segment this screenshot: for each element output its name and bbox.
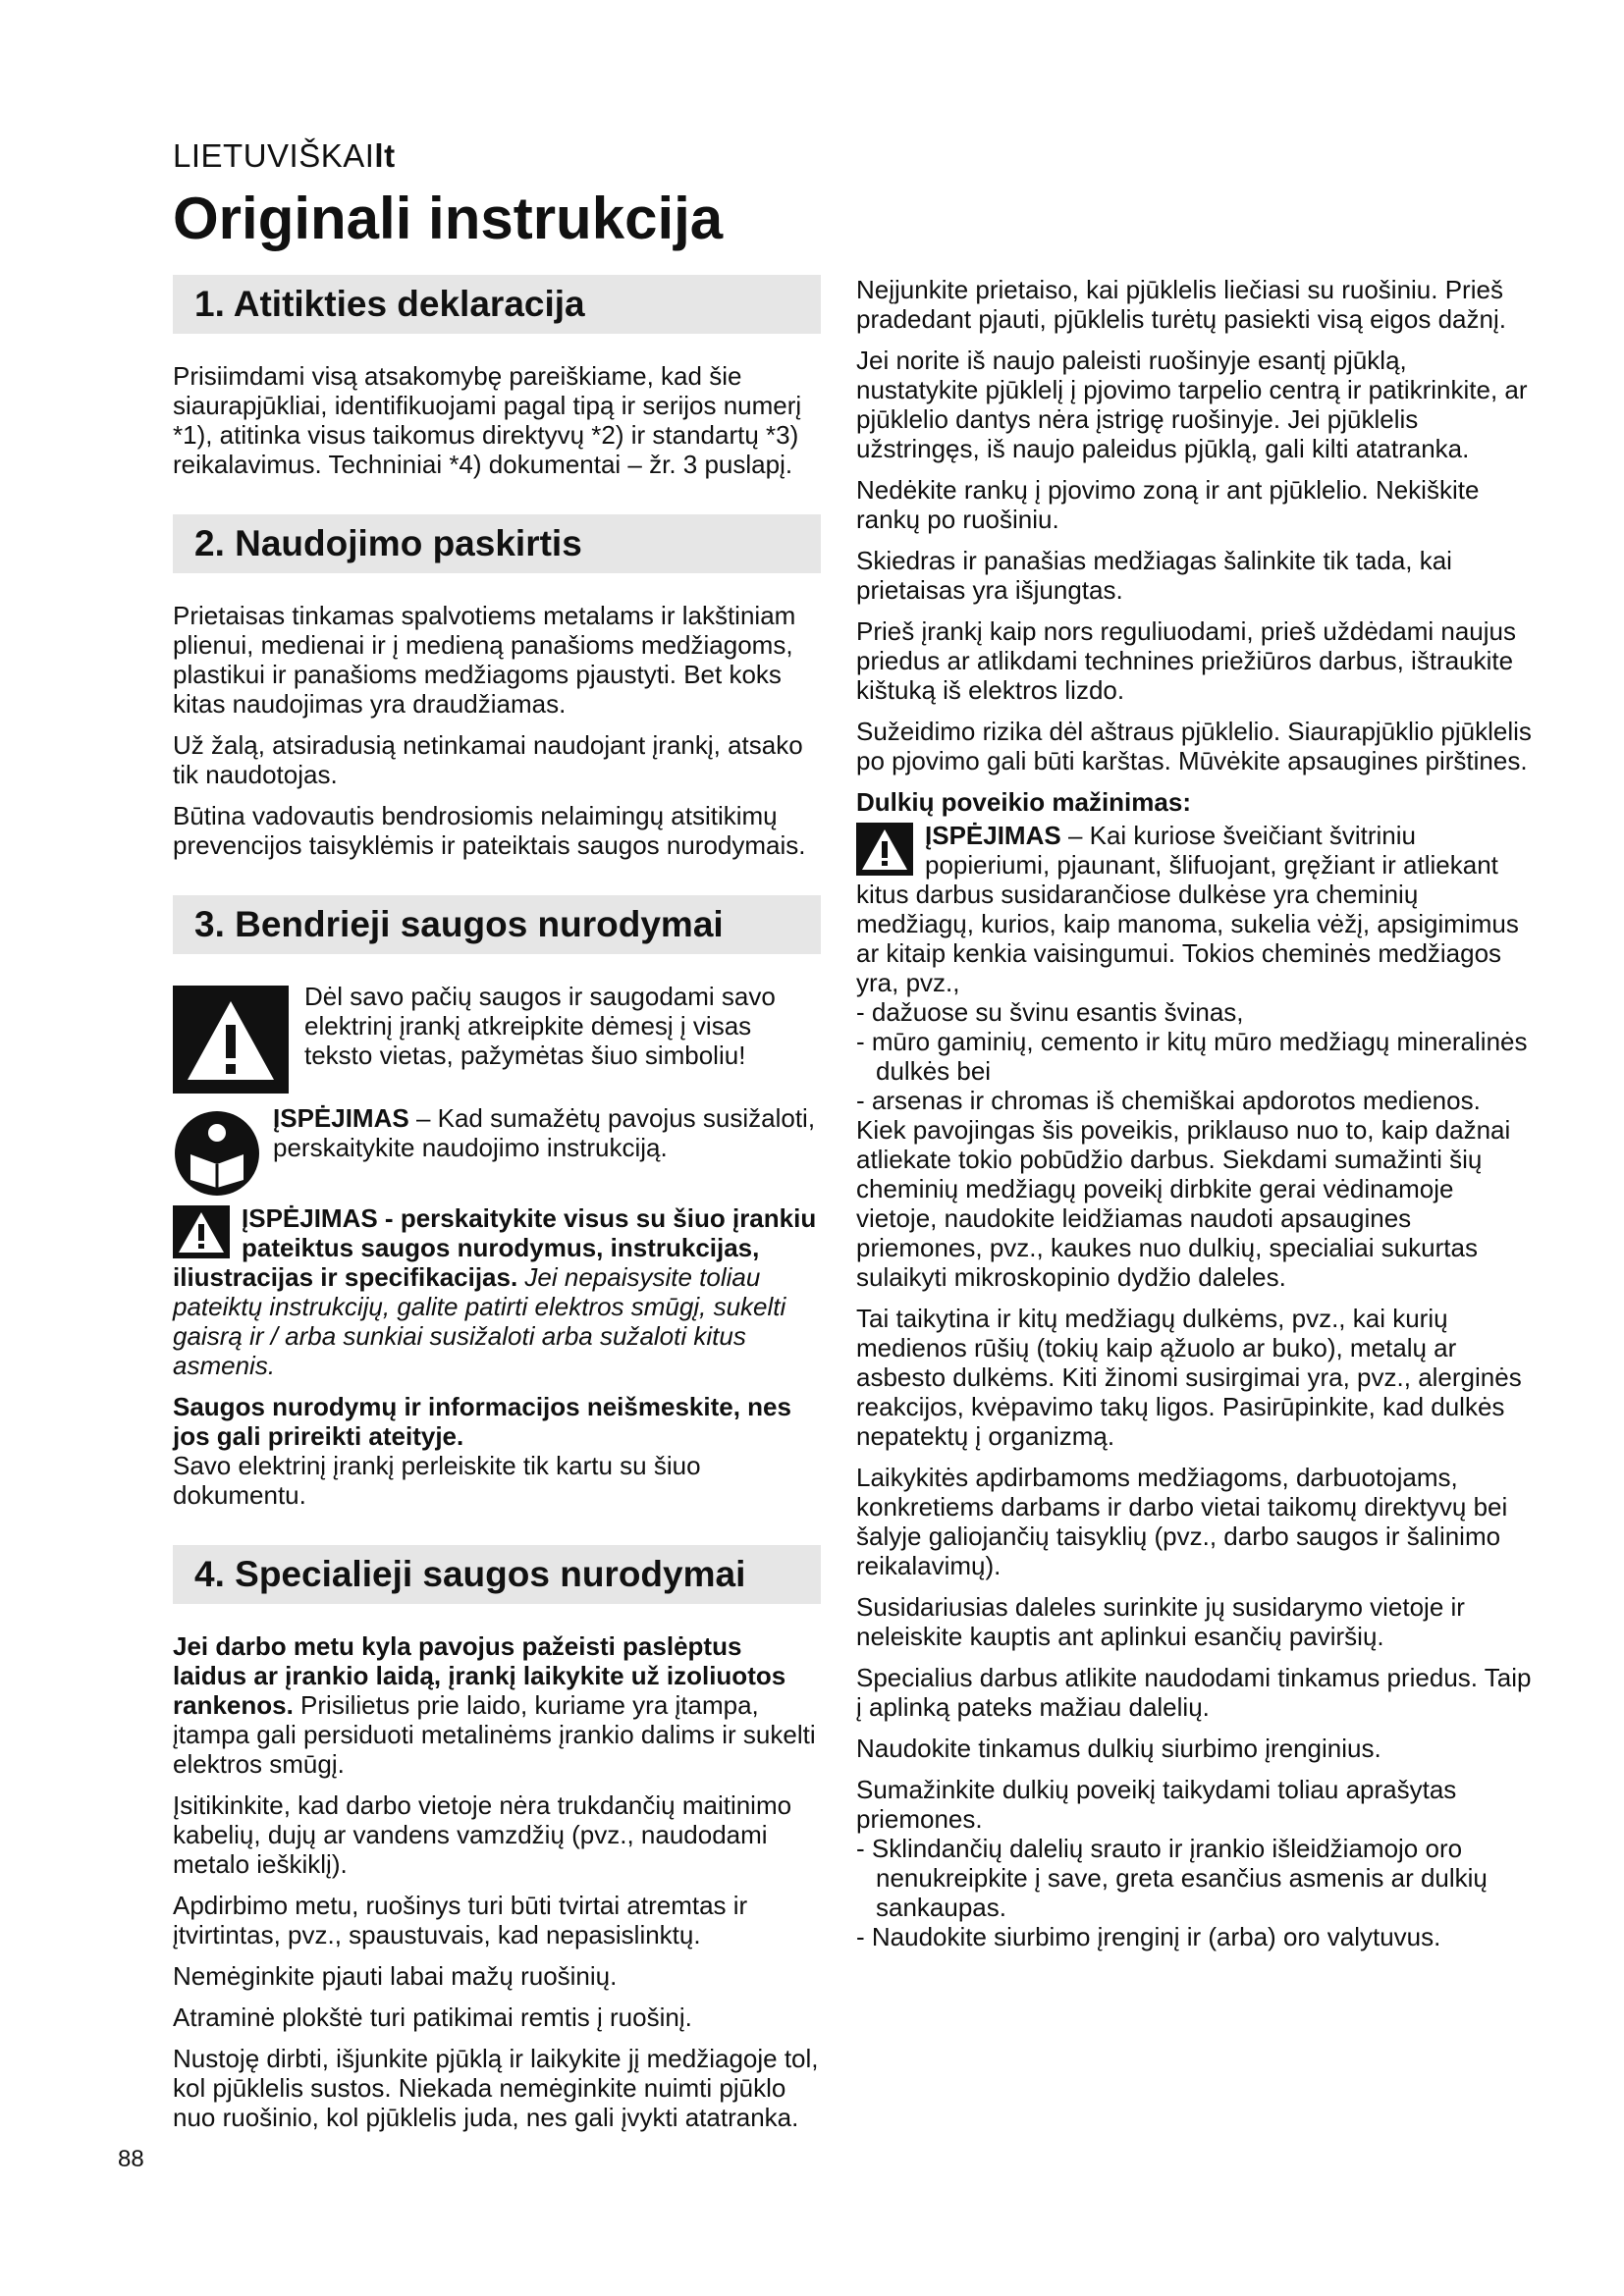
liability-paragraph: Už žalą, atsiradusią netinkamai naudojant įrankį, atsako tik naudotojas. <box>173 730 803 789</box>
extraction-paragraph: Naudokite tinkamus dulkių siurbimo įrenginius. <box>856 1734 1381 1763</box>
check-cables-paragraph: Įsitikinkite, kad darbo vietoje nėra trukdančių maitinimo kabelių, dujų ar vandens vamzdžių (pvz., naudodami metalo ieškiklį). <box>173 1790 792 1879</box>
chips-paragraph: Skiedras ir panašias medžiagas šalinkite tik tada, kai prietaisas yra išjungtas. <box>856 546 1452 605</box>
hot-blade-paragraph: Sužeidimo rizika dėl aštraus pjūklelio. Siaurapjūklio pjūklelis po pjovimo gali būti karštas. Mūvėkite apsaugines pirštines. <box>856 717 1532 775</box>
clamp-workpiece-paragraph: Apdirbimo metu, ruošinys turi būti tvirtai atremtas ir įtvirtintas, pvz., spaustuvais, kad nepasislinktų. <box>173 1891 748 1949</box>
keep-instructions-paragraph: Saugos nurodymų ir informacijos neišmeskite, nes jos gali prireikti ateityje. Savo elektrinį įrankį perleiskite tik kartu su šiuo dokumentu. <box>173 1392 791 1510</box>
left-column <box>173 275 821 2144</box>
intended-use-paragraph: Prietaisas tinkamas spalvotiems metalams ir lakštiniam plienui, medienai ir į medieną panašioms medžiagoms, plastikui ir panašioms medžiagoms pjaustyti. Bet koks kitas naudojimas yra draudžiamas. <box>173 601 796 719</box>
blade-contact-paragraph: Neįjunkite prietaiso, kai pjūklelis liečiasi su ruošiniu. Prieš pradedant pjauti, pjūklelis turėtų pasiekti visą eigos dažnį. <box>856 275 1506 334</box>
regulations-paragraph: Laikykitės apdirbamoms medžiagoms, darbuotojams, konkretiems darbams ir darbo vietai taikomų direktyvų bei šalyje galiojančių taisyklių (pvz., darbo saugos ir šalinimo reikalavimų). <box>856 1463 1508 1580</box>
language-header <box>173 137 396 175</box>
dust-warning: ĮSPĖJIMAS – Kai kuriose šveičiant švitriniu popieriumi, pjaunant, šlifuojant, gręžiant ir atliekant kitus darbus susidarančiose dulkėse yra cheminių medžiagų, kurios, kaip manoma, sukelia vėžį, apsigimimus ar kitaip kenkia vaisingumui. Tokios cheminės medžiagos yra, pvz., <box>856 821 1519 997</box>
list-item: - Naudokite siurbimo įrenginį ir (arba) oro valytuvus. <box>856 1922 1441 1951</box>
other-dust-paragraph: Tai taikytina ir kitų medžiagų dulkėms, pvz., kai kurių medienos rūšių (tokių kaip ąžuolo ar buko), metalų ar asbesto dulkėms. Kiti žinomi susirgimai yra, pvz., alerginės reakcijos, kvėpavimo takų ligos. Pasirūpinkite, kad dulkės nepatektų į organizmą. <box>856 1304 1522 1451</box>
section-2-heading: 2. Naudojimo paskirtis <box>173 514 821 573</box>
section-4-heading: 4. Specialieji saugos nurodymai <box>173 1545 821 1604</box>
unplug-paragraph: Prieš įrankį kaip nors reguliuodami, prieš uždėdami naujus priedus ar atlikdami technines priežiūros darbus, ištraukite kištuką iš elektros lizdo. <box>856 616 1517 705</box>
declaration-paragraph: Prisiimdami visą atsakomybę pareiškiame, kad šie siaurapjūkliai, identifikuojami pagal tipą ir serijos numerį *1), atitinka visus taikomus direktyvų *2) ir standartų *3) reikalavimus. Techniniai *4) dokumentai – žr. 3 puslapį. <box>173 361 802 479</box>
section-3-heading: 3. Bendrieji saugos nurodymai <box>173 895 821 954</box>
reduce-exposure-list <box>856 1834 1534 1951</box>
list-item: - mūro gaminių, cemento ir kitų mūro medžiagų mineralinės dulkės bei <box>856 1027 1528 1086</box>
accident-prevention-paragraph: Būtina vadovautis bendrosiomis nelaimingų atsitikimų prevencijos taisyklėmis ir pateiktais saugos nurodymais. <box>173 801 806 860</box>
safety-symbol-row <box>173 982 821 1103</box>
hidden-wires-paragraph: Jei darbo metu kyla pavojus pažeisti paslėptus laidus ar įrankio laidą, įrankį laikykite už izoliuotos rankenos. Prisilietus prie laido, kuriame yra įtampa, įtampa gali persiduoti metalinėms įrankio dalims ir sukelti elektros smūgį. <box>173 1631 816 1779</box>
right-column <box>856 275 1534 1951</box>
accessories-paragraph: Specialius darbus atlikite naudodami tinkamus priedus. Taip į aplinką pateks mažiau dalelių. <box>856 1663 1532 1722</box>
read-manual-row <box>173 1103 821 1203</box>
stop-saw-paragraph: Nustoję dirbti, išjunkite pjūklą ir laikykite jį medžiagoje tol, kol pjūklelis sustos. Niekada nemėginkite nuimti pjūklo nuo ruošinio, kol pjūklelis juda, nes gali įvykti atatranka. <box>173 2044 819 2132</box>
list-item: - Sklindančių dalelių srauto ir įrankio išleidžiamojo oro nenukreipkite į save, greta esančius asmenis ar dulkių sankaupas. <box>856 1834 1488 1922</box>
base-plate-paragraph: Atraminė plokštė turi patikimai remtis į ruošinį. <box>173 2002 692 2032</box>
warning-triangle-icon <box>856 823 913 876</box>
collect-particles-paragraph: Susidariusias daleles surinkite jų susidarymo vietoje ir neleiskite kauptis ant aplinkui esančių paviršių. <box>856 1592 1465 1651</box>
safety-symbol-text: Dėl savo pačių saugos ir saugodami savo elektrinį įrankį atkreipkite dėmesį į visas teksto vietas, pažymėtas šiuo simboliu! <box>304 982 776 1070</box>
page-title: Originali instrukcija <box>173 186 724 251</box>
read-all-warning: ĮSPĖJIMAS - perskaitykite visus su šiuo įrankiu pateiktus saugos nurodymus, instrukcijas, iliustracijas ir specifikacijas. Jei nepaisysite toliau pateiktų instrukcijų, galite patirti elektros smūgį, sukelti gaisrą ir / arba sunkiai susižaloti arba sužaloti kitus asmenis. <box>173 1203 817 1380</box>
language-code: lt <box>374 137 396 174</box>
list-item: - dažuose su švinu esantis švinas, <box>856 997 1244 1027</box>
reduce-exposure-paragraph: Sumažinkite dulkių poveikį taikydami toliau aprašytas priemones. <box>856 1775 1457 1834</box>
warning-label: ĮSPĖJIMAS <box>273 1103 409 1133</box>
restart-paragraph: Jei norite iš naujo paleisti ruošinyje esantį pjūklą, nustatykite pjūklelį į pjovimo tarpelio centrą ir patikrinkite, ar pjūklelio dantys nėra įstrigę ruošinyje. Jei pjūklelis užstringęs, iš naujo paleidus pjūklą, gali kilti atatranka. <box>856 346 1528 463</box>
warning-triangle-icon <box>173 986 289 1094</box>
page-number: 88 <box>118 2146 144 2172</box>
small-workpieces-paragraph: Nemėginkite pjauti labai mažų ruošinių. <box>173 1961 618 1991</box>
warning-triangle-icon <box>173 1205 230 1258</box>
hands-paragraph: Nedėkite rankų į pjovimo zoną ir ant pjūklelio. Nekiškite rankų po ruošiniu. <box>856 475 1480 534</box>
language-label: LIETUVIŠKAI <box>173 137 375 174</box>
dust-substances-list <box>856 997 1534 1115</box>
section-1-heading: 1. Atitikties deklaracija <box>173 275 821 334</box>
dust-exposure-paragraph: Kiek pavojingas šis poveikis, priklauso nuo to, kaip dažnai atliekate tokio pobūdžio darbus. Siekdami sumažinti šių cheminių medžiagų poveikį dirbkite gerai vėdinamoje vietoje, naudokite leidžiamas naudoti apsaugines priemones, pvz., kaukes nuo dulkių, specialiai sukurtas sulaikyti mikroskopinio dydžio daleles. <box>856 1115 1511 1292</box>
list-item: - arsenas ir chromas iš chemiškai apdorotos medienos. <box>856 1086 1481 1115</box>
read-manual-warning: ĮSPĖJIMAS – Kad sumažėtų pavojus susižaloti, perskaitykite naudojimo instrukciją. <box>273 1103 816 1162</box>
read-manual-icon <box>173 1109 261 1198</box>
dust-heading: Dulkių poveikio mažinimas: <box>856 787 1191 817</box>
